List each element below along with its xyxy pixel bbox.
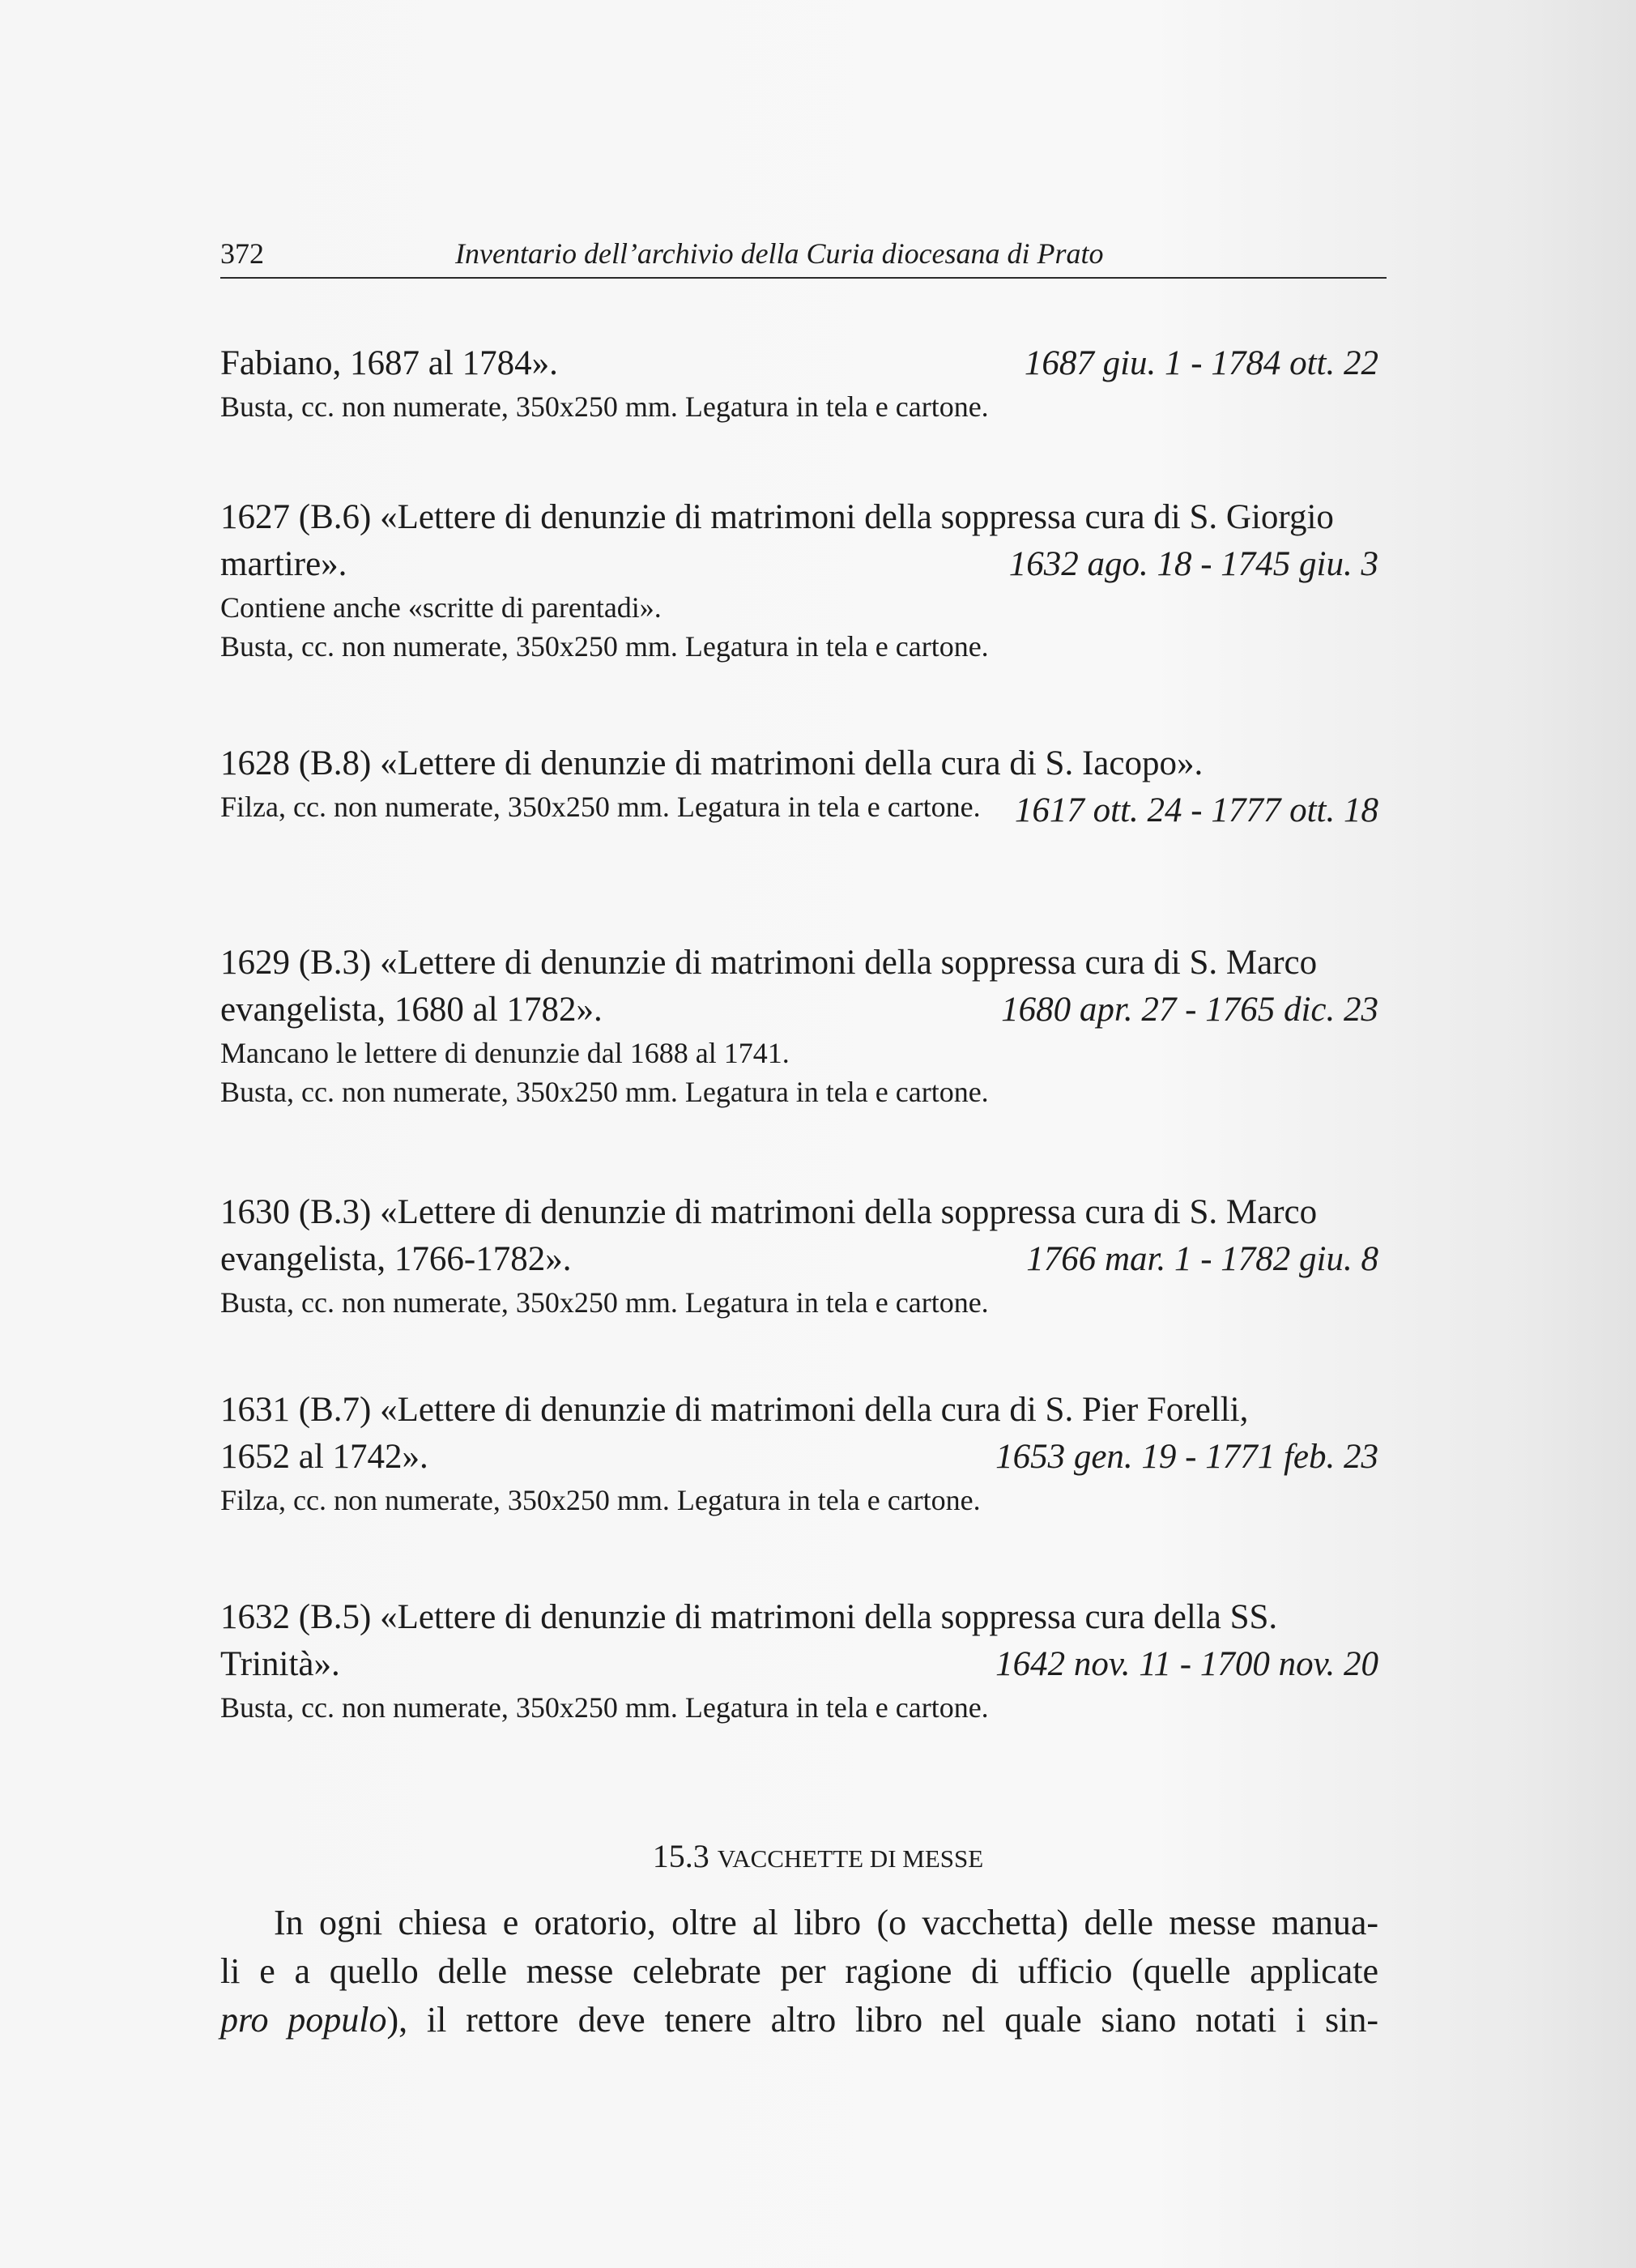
- section-title: VACCHETTE DI MESSE: [717, 1844, 984, 1873]
- entry-line: 1630 (B.3) «Lettere di denunzie di matrimoni della soppressa cura di S. Marco: [220, 1193, 1318, 1231]
- entry-note: Busta, cc. non numerate, 350x250 mm. Legatura in tela e cartone.: [220, 1076, 989, 1108]
- running-title: Inventario dell’archivio della Curia diocesana di Prato: [455, 237, 1104, 270]
- entry-line: Trinità». 1642 nov. 11 - 1700 nov. 20: [220, 1641, 1378, 1688]
- entry-note: Busta, cc. non numerate, 350x250 mm. Legatura in tela e cartone.: [220, 630, 989, 663]
- entry-line: 1628 (B.8) «Lettere di denunzie di matrimoni della cura di S. Iacopo».: [220, 744, 1204, 782]
- entry-line: martire». 1632 ago. 18 - 1745 giu. 3: [220, 541, 1378, 588]
- paragraph-line: In ogni chiesa e oratorio, oltre al libro (o vacchetta) delle messe manua-: [274, 1903, 1378, 1942]
- entry-line: Fabiano, 1687 al 1784». 1687 giu. 1 - 1784 ott. 22: [220, 340, 1378, 387]
- entry-line: 1629 (B.3) «Lettere di denunzie di matrimoni della soppressa cura di S. Marco: [220, 944, 1318, 982]
- inventory-entry: [220, 1594, 1378, 1727]
- inventory-entry: [220, 494, 1378, 666]
- entry-note: Busta, cc. non numerate, 350x250 mm. Legatura in tela e cartone.: [220, 390, 989, 423]
- paragraph-line: li e a quello delle messe celebrate per ragione di ufficio (quelle applicate: [220, 1951, 1378, 1991]
- entry-note: Busta, cc. non numerate, 350x250 mm. Legatura in tela e cartone.: [220, 1286, 989, 1319]
- paragraph-line: pro populo), il rettore deve tenere altro libro nel quale siano notati i sin-: [220, 2000, 1378, 2040]
- section-number: 15.3: [652, 1838, 709, 1874]
- inventory-entry: [220, 340, 1378, 426]
- entry-line: 1627 (B.6) «Lettere di denunzie di matrimoni della soppressa cura di S. Giorgio: [220, 498, 1334, 536]
- entry-note: Contiene anche «scritte di parentadi».: [220, 591, 662, 624]
- inventory-entry: [220, 1387, 1378, 1520]
- entry-line: 1652 al 1742». 1653 gen. 19 - 1771 feb. 23: [220, 1434, 1378, 1481]
- entry-note: Filza, cc. non numerate, 350x250 mm. Legatura in tela e cartone.: [220, 791, 981, 823]
- entry-dates: 1766 mar. 1 - 1782 giu. 8: [1026, 1240, 1378, 1278]
- entry-dates: 1642 nov. 11 - 1700 nov. 20: [995, 1645, 1378, 1683]
- inventory-entry: [220, 1189, 1378, 1322]
- entry-line: 1632 (B.5) «Lettere di denunzie di matrimoni della soppressa cura della SS.: [220, 1598, 1278, 1636]
- entry-line: 1631 (B.7) «Lettere di denunzie di matrimoni della cura di S. Pier Forelli,: [220, 1391, 1249, 1429]
- inventory-entry: [220, 740, 1378, 829]
- body-paragraph: [220, 1899, 1378, 2044]
- page-number: 372: [220, 237, 264, 270]
- running-header: [220, 232, 1387, 279]
- entry-dates: 1617 ott. 24 - 1777 ott. 18: [1014, 791, 1378, 829]
- inventory-entry: [220, 940, 1378, 1111]
- entry-line: evangelista, 1680 al 1782». 1680 apr. 27 - 1765 dic. 23: [220, 987, 1378, 1034]
- entry-line: evangelista, 1766-1782». 1766 mar. 1 - 1782 giu. 8: [220, 1236, 1378, 1283]
- italic-phrase: pro populo: [220, 2000, 387, 2040]
- entry-note: Busta, cc. non numerate, 350x250 mm. Legatura in tela e cartone.: [220, 1691, 989, 1724]
- entry-dates: 1687 giu. 1 - 1784 ott. 22: [1024, 344, 1378, 382]
- entry-dates: 1653 gen. 19 - 1771 feb. 23: [995, 1438, 1378, 1476]
- entry-note: Mancano le lettere di denunzie dal 1688 al 1741.: [220, 1037, 790, 1069]
- section-heading: [0, 1837, 1636, 1875]
- entry-dates: 1680 apr. 27 - 1765 dic. 23: [1001, 991, 1378, 1029]
- entry-dates: 1632 ago. 18 - 1745 giu. 3: [1008, 545, 1378, 583]
- entry-note: Filza, cc. non numerate, 350x250 mm. Legatura in tela e cartone.: [220, 1484, 981, 1516]
